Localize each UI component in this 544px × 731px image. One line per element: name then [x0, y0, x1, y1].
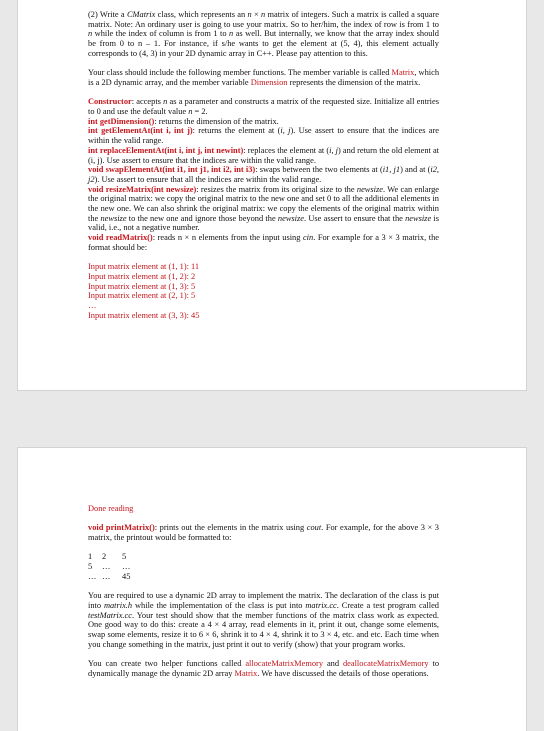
page-1-content: [88, 10, 439, 320]
matrix-cell: …: [88, 571, 97, 581]
matrix-cell: 2: [102, 552, 107, 562]
dynamic-array-paragraph: You are required to use a dynamic 2D array to implement the matrix. The declaration of the class is put into matrix.h while the implementation of the class is put into matrix.cc. Create a test program called testMatrix.cc. Your test should show that the member functions of the matrix class work as expected. One good way to do this: create a 4 × 4 array, read elements in it, print it out, change some elements, swap some elements, resize it to 6 × 6, shrink it to 4 × 4, shrink it to 3 × 4, etc. and etc. Each time when you change something in the matrix, just print it out to verify (show) that your program works.: [88, 591, 439, 649]
function-item: int getDimension(): returns the dimension of the matrix.: [88, 116, 279, 126]
page-2-content: [88, 504, 439, 679]
matrix-cell: 5: [88, 562, 93, 572]
function-item: Constructor: accepts n as a parameter and constructs a matrix of the requested size. Initialize all entries to 0 and use the default value n = 2.: [88, 97, 439, 116]
function-item: void swapElementAt(int i1, int j1, int i2, int i3): swaps between the two elements at (i1, j1) and at (i2, j2). Use assert to ensure that all the indices are within the valid range.: [88, 165, 439, 184]
print-matrix-paragraph: void printMatrix(): prints out the elements in the matrix using cout. For example, for the above 3 × 3 matrix, the printout would be formatted to:: [88, 523, 439, 543]
input-line: Input matrix element at (1, 2): 2: [88, 271, 196, 281]
document-page-1: [18, 0, 526, 390]
function-item: int replaceElementAt(int i, int j, int newint): replaces the element at (i, j) and return the old element at (i, j). Use assert to ensure that the indices are within the valid range.: [88, 145, 439, 165]
done-reading-line: Done reading: [88, 504, 134, 513]
matrix-cell: …: [122, 562, 131, 572]
printout-matrix: [88, 552, 439, 581]
function-item: int getElementAt(int i, int j): returns the element at (i, j). Use assert to ensure that the indices are within the valid range.: [88, 126, 440, 146]
members-paragraph: Your class should include the following member functions. The member variable is called Matrix, which is a 2D dynamic array, and the member variable Dimension represents the dimension of the matrix.: [88, 68, 440, 87]
intro-paragraph: (2) Write a CMatrix class, which represents an n × n matrix of integers. Such a matrix is called a square matrix. Note: An ordinary user is going to use your matrix. So to her/him, the index of row is from 1 to n while the index of column is from 1 to n as well. But internally, we know that the array index should be from 0 to n – 1. For instance, if s/he wants to get the element at (5, 4), this element actually corresponds to (4, 3) in your 2D dynamic array in C++. Please pay attention to this.: [88, 10, 439, 58]
helpers-paragraph: You can create two helper functions called allocateMatrixMemory and deallocateMatrixMemory to dynamically manage the dynamic 2D array Matrix. We have discussed the details of those operations.: [88, 659, 440, 678]
function-list: [88, 97, 439, 252]
matrix-cell: …: [102, 571, 111, 581]
input-line: Input matrix element at (3, 3): 45: [88, 310, 200, 320]
input-line: Input matrix element at (1, 1): 11: [88, 262, 200, 272]
input-example: [88, 262, 439, 320]
input-line: Input matrix element at (2, 1): 5: [88, 291, 196, 301]
input-line: …: [88, 301, 97, 311]
matrix-cell: 1: [88, 552, 93, 562]
matrix-cell: 5: [122, 552, 127, 562]
matrix-cell: 45: [122, 571, 131, 581]
input-line: Input matrix element at (1, 3): 5: [88, 281, 196, 291]
matrix-cell: …: [102, 562, 111, 572]
function-item: void resizeMatrix(int newsize): resizes the matrix from its original size to the newsize. We can enlarge the original matrix: we copy the original matrix to the new one and set 0 to all the additional elements in the new one. We can also shrink the original matrix: we copy the elements of the original matrix within the newsize to the new one and ignore those beyond the newsize. Use assert to ensure that the newsize is valid, i.e., not a negative number.: [88, 184, 440, 233]
document-page-2: [18, 448, 526, 731]
function-item: void readMatrix(): reads n × n elements from the input using cin. For example for a 3 × 3 matrix, the format should be:: [88, 233, 439, 252]
